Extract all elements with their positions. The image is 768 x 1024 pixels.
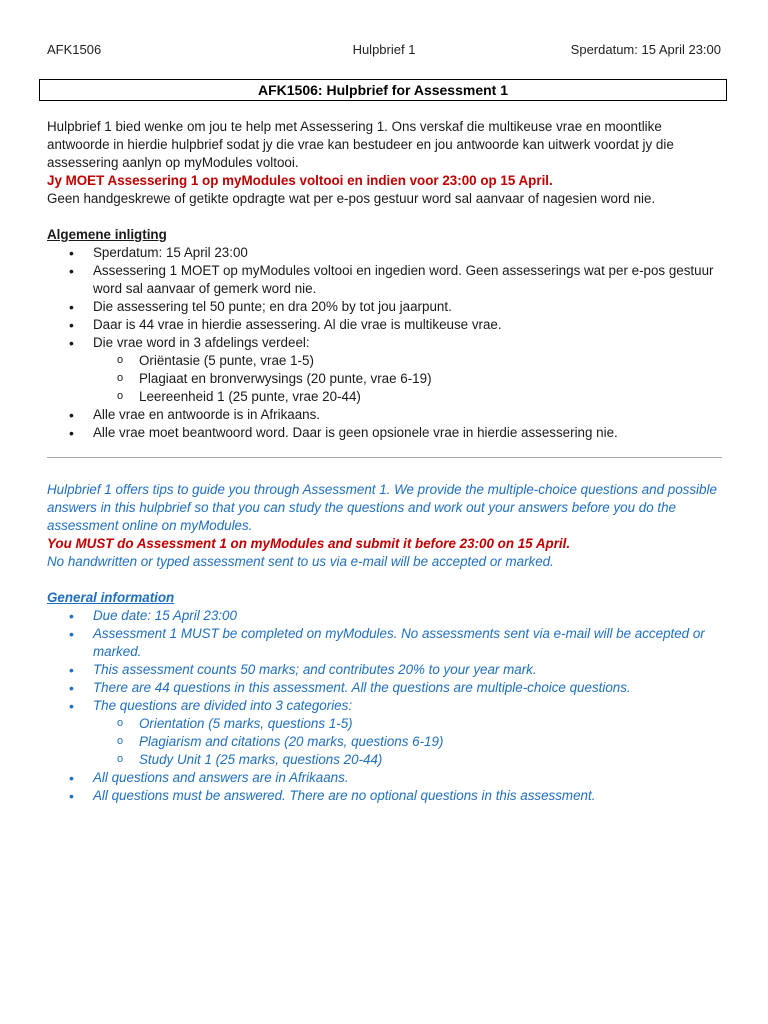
list-item: • Die assessering tel 50 punte; en dra 20% by tot jou jaarpunt.	[47, 298, 727, 316]
afrikaans-sub-list	[47, 352, 727, 406]
afrikaans-bullet-list	[47, 244, 727, 352]
list-item: • Due date: 15 April 23:00	[47, 607, 727, 625]
list-item: • Die vrae word in 3 afdelings verdeel:	[47, 334, 727, 352]
afrikaans-bullet-list-after	[47, 406, 727, 442]
sub-list-item: o Oriëntasie (5 punte, vrae 1-5)	[47, 352, 727, 370]
list-item: • All questions must be answered. There are no optional questions in this assessment.	[47, 787, 727, 805]
sub-list-item: o Leereenheid 1 (25 punte, vrae 20-44)	[47, 388, 727, 406]
list-item: • Assessering 1 MOET op myModules voltooi en ingedien word. Geen assesserings wat per e-pos gestuur word sal aanvaar of gemerk word nie.	[47, 262, 727, 298]
english-warning: You MUST do Assessment 1 on myModules and submit it before 23:00 on 15 April.	[47, 536, 571, 551]
afrikaans-warning: Jy MOET Assessering 1 op myModules voltooi en indien voor 23:00 op 15 April.	[47, 173, 553, 188]
english-section	[47, 481, 727, 805]
list-item: • There are 44 questions in this assessment. All the questions are multiple-choice questions.	[47, 679, 727, 697]
afrikaans-section-heading: Algemene inligting	[47, 227, 167, 242]
list-item: • Sperdatum: 15 April 23:00	[47, 244, 727, 262]
sub-list-item: o Orientation (5 marks, questions 1-5)	[47, 715, 727, 733]
english-note: No handwritten or typed assessment sent to us via e-mail will be accepted or marked.	[47, 554, 554, 569]
list-item: • The questions are divided into 3 categories:	[47, 697, 727, 715]
afrikaans-section	[47, 118, 727, 442]
list-item: • Alle vrae moet beantwoord word. Daar is geen opsionele vrae in hierdie assessering nie.	[47, 424, 727, 442]
document-title: AFK1506: Hulpbrief for Assessment 1	[39, 79, 727, 101]
list-item: • Alle vrae en antwoorde is in Afrikaans.	[47, 406, 727, 424]
list-item: • This assessment counts 50 marks; and contributes 20% to your year mark.	[47, 661, 727, 679]
list-item: • Assessment 1 MUST be completed on myModules. No assessments sent via e-mail will be accepted or marked.	[47, 625, 727, 661]
sub-list-item: o Plagiaat en bronverwysings (20 punte, vrae 6-19)	[47, 370, 727, 388]
list-item: • All questions and answers are in Afrikaans.	[47, 769, 727, 787]
sub-list-item: o Study Unit 1 (25 marks, questions 20-44)	[47, 751, 727, 769]
english-bullet-list	[47, 607, 727, 715]
section-divider	[47, 457, 722, 458]
english-section-heading: General information	[47, 590, 175, 605]
english-sub-list	[47, 715, 727, 769]
afrikaans-intro: Hulpbrief 1 bied wenke om jou te help met Assessering 1. Ons verskaf die multikeuse vrae en moontlike antwoorde in hierdie hulpbrief sodat jy die vrae kan bestudeer en jou antwoorde kan uitwerk voordat jy die assessering aanlyn op myModules voltooi.	[47, 119, 674, 170]
header-due-date: Sperdatum: 15 April 23:00	[570, 42, 721, 57]
sub-list-item: o Plagiarism and citations (20 marks, questions 6-19)	[47, 733, 727, 751]
english-intro: Hulpbrief 1 offers tips to guide you through Assessment 1. We provide the multiple-choice questions and possible answers in this hulpbrief so that you can study the questions and work out your answers before you do the assessment online on myModules.	[47, 482, 717, 533]
header-document-name: Hulpbrief 1	[352, 42, 416, 57]
afrikaans-note: Geen handgeskrewe of getikte opdragte wat per e-pos gestuur word sal aanvaar of nagesien word nie.	[47, 191, 656, 206]
list-item: • Daar is 44 vrae in hierdie assessering. Al die vrae is multikeuse vrae.	[47, 316, 727, 334]
header-course-code: AFK1506	[47, 42, 102, 57]
english-bullet-list-after	[47, 769, 727, 805]
